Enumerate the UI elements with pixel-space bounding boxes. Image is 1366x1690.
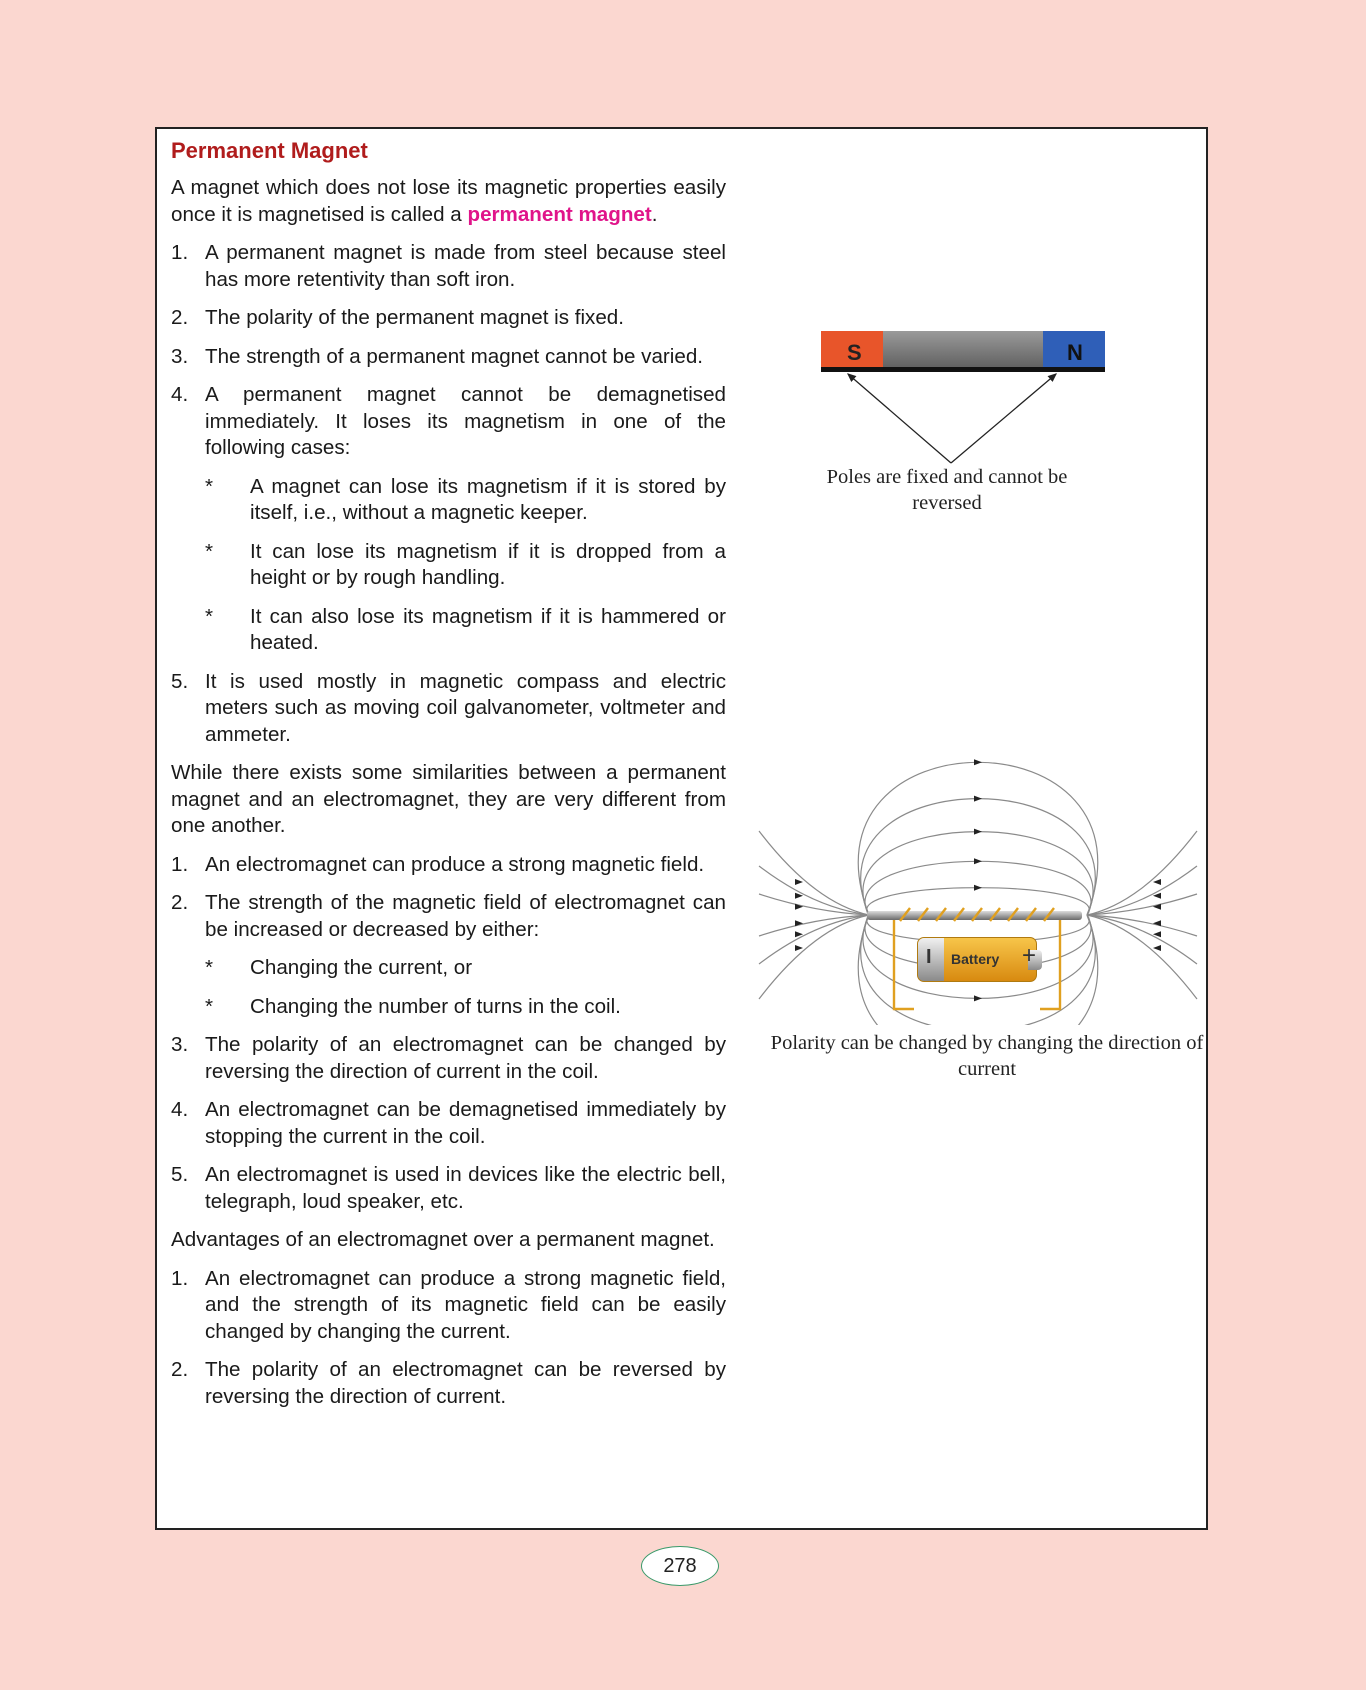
list-item [171,382,726,657]
sub-list-item [205,604,726,657]
permanent-magnet-list [171,240,726,748]
magnet-shadow [821,367,1105,372]
battery [917,937,1037,982]
item-text: A permanent magnet is made from steel because steel has more retentivity than soft iron. [205,241,726,291]
field-line [1087,831,1197,915]
north-label: N [1067,340,1083,365]
list-item [171,305,726,332]
item-number: 4. [171,1098,189,1121]
sub-list-item [205,539,726,592]
text-column [171,137,726,1422]
item-text: An electromagnet is used in devices like the electric bell, telegraph, loud speaker, etc. [205,1163,726,1213]
sub-item-text: It can lose its magnetism if it is dropped from a height or by rough handling. [250,539,726,589]
sub-item-text: It can also lose its magnetism if it is hammered or heated. [250,604,726,654]
list-item [171,852,726,879]
bar-magnet-figure [817,329,1117,469]
field-line [863,832,1093,915]
item-number: 3. [171,344,189,368]
sub-list [205,474,726,657]
field-arrow [974,829,982,835]
list-item [171,669,726,749]
page-number: 278 [641,1546,719,1586]
list-item [171,1162,726,1215]
field-arrow [974,858,982,864]
field-arrow [974,759,982,765]
item-number: 4. [171,383,189,406]
battery-minus: I [926,946,932,968]
page-frame [155,127,1208,1530]
item-text: An electromagnet can produce a strong magnetic field. [205,852,705,876]
caption-electromagnet: Polarity can be changed by changing the direction of current [770,1032,1204,1080]
field-line [1087,915,1197,999]
item-text: The polarity of an electromagnet can be reversed by reversing the direction of current. [205,1358,726,1408]
sub-list-item [205,474,726,527]
sub-list [205,955,726,1020]
pointer-arrow-south [848,374,951,463]
advantages-paragraph: Advantages of an electromagnet over a permanent magnet. [171,1228,715,1251]
bullet-star: * [205,539,214,563]
item-number: 2. [171,1358,189,1381]
field-arrows [795,759,1161,1025]
field-arrow [1153,945,1161,951]
field-arrow [974,995,982,1001]
item-number: 1. [171,852,189,876]
caption-bar-magnet: Poles are fixed and cannot be reversed [826,466,1068,514]
comparison-paragraph: While there exists some similarities between a permanent magnet and an electromagnet, they are very different from one another. [171,761,726,837]
field-arrow [1153,879,1161,885]
field-arrow [795,879,803,885]
bullet-star: * [205,474,214,498]
bullet-star: * [205,956,214,979]
item-number: 2. [171,891,189,914]
bullet-star: * [205,604,214,628]
wire-left [894,920,914,1009]
item-text: The polarity of an electromagnet can be changed by reversing the direction of current in the coil. [205,1033,726,1083]
list-item [171,1266,726,1346]
south-label: S [847,340,862,365]
intro-before: A magnet which does not lose its magnetic properties easily once it is magnetised is called a [171,176,726,226]
intro-paragraph [171,175,726,228]
field-arrow [974,885,982,891]
item-number: 1. [171,241,189,264]
item-text: An electromagnet can be demagnetised immediately by stopping the current in the coil. [205,1098,726,1148]
field-line [759,915,869,999]
item-text: The polarity of the permanent magnet is fixed. [205,306,624,329]
wire-right [1040,920,1060,1009]
field-arrow [974,796,982,802]
item-number: 2. [171,306,189,329]
sub-list-item [205,994,726,1021]
bullet-star: * [205,994,214,1018]
field-line [759,831,869,915]
item-text: An electromagnet can produce a strong magnetic field, and the strength of its magnetic field can be easily changed by changing the current. [205,1266,726,1343]
list-item [171,1357,726,1410]
item-text: The strength of a permanent magnet cannot be varied. [205,344,703,368]
electromagnet-list [171,852,726,1216]
section-heading: Permanent Magnet [171,138,368,163]
magnetic-field-lines [759,762,1197,1025]
battery-label: Battery [951,951,1000,967]
pointer-arrow-north [951,374,1056,463]
item-number: 1. [171,1266,189,1290]
list-item [171,890,726,1020]
field-line [858,762,1098,915]
battery-plus: + [1021,942,1036,969]
list-item [171,240,726,293]
advantages-list [171,1266,726,1411]
magnet-body [883,331,1043,371]
field-arrow [795,945,803,951]
item-text: The strength of the magnetic field of electromagnet can be increased or decreased by either: [205,891,726,941]
item-number: 3. [171,1033,189,1056]
list-item [171,1097,726,1150]
list-item [171,1032,726,1085]
item-number: 5. [171,669,189,693]
sub-item-text: Changing the current, or [250,956,473,979]
item-text: It is used mostly in magnetic compass and electric meters such as moving coil galvanometer, voltmeter and ammeter. [205,669,726,746]
field-line [867,888,1090,915]
item-text: A permanent magnet cannot be demagnetised immediately. It loses its magnetism in one of the following cases: [205,383,726,459]
item-number: 5. [171,1163,189,1186]
field-line [861,799,1096,915]
sub-list-item [205,955,726,982]
highlight-term: permanent magnet [467,202,652,226]
intro-after: . [651,202,658,226]
list-item [171,344,726,371]
sub-item-text: A magnet can lose its magnetism if it is stored by itself, i.e., without a magnetic keeper. [250,474,726,524]
sub-item-text: Changing the number of turns in the coil. [250,994,621,1018]
